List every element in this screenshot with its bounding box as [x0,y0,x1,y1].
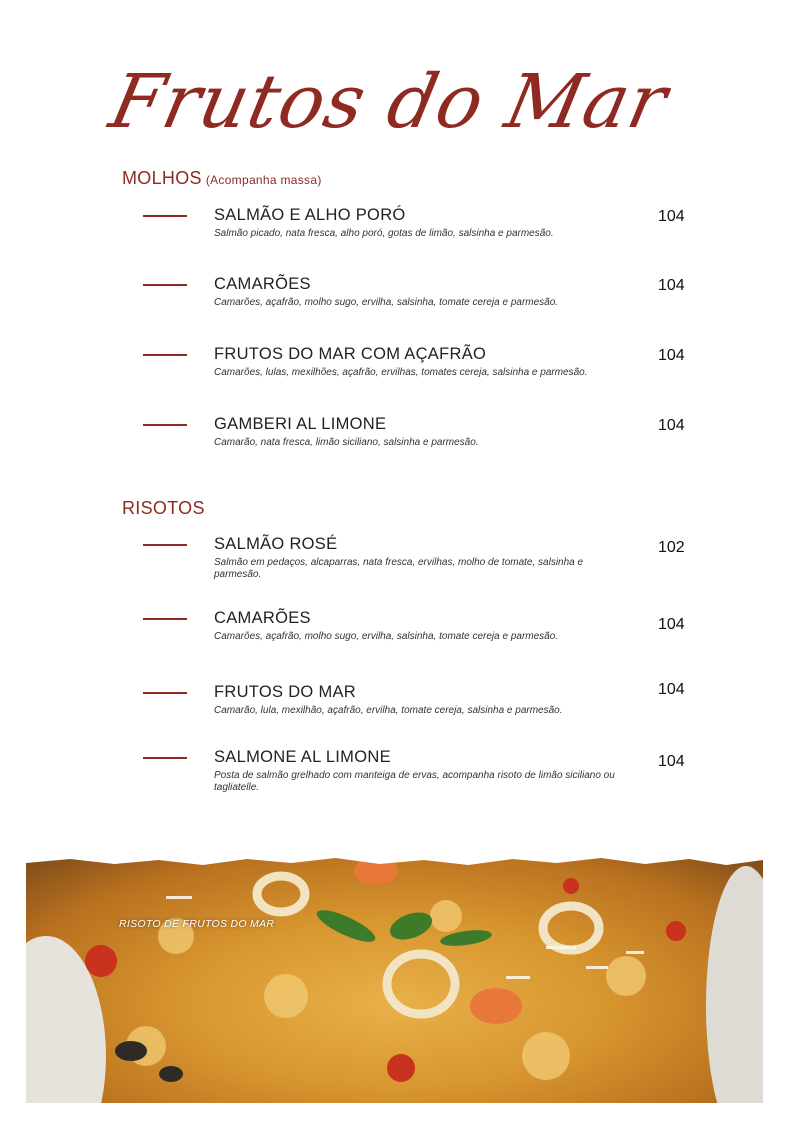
item-dash [143,215,187,217]
item-dash [143,424,187,426]
item-dash [143,757,187,759]
basil-leaves [313,904,493,948]
item-price: 104 [658,681,685,698]
page-title: Frutos do Mar [102,59,676,145]
item-price: 104 [658,616,685,633]
item-description: Salmão picado, nata fresca, alho poró, gotas de limão, salsinha e parmesão. [214,228,554,239]
item-name: GAMBERI AL LIMONE [214,415,387,433]
item-description: Camarões, açafrão, molho sugo, ervilha, salsinha, tomate cereja e parmesão. [214,297,559,308]
item-dash [143,618,187,620]
squid-rings [257,876,599,1014]
item-price: 104 [658,417,685,434]
item-description: Salmão em pedaços, alcaparras, nata fresca, ervilhas, molho de tomate, salsinha e parmesão. [214,557,584,580]
item-name: FRUTOS DO MAR [214,683,357,701]
section-subheading: (Acompanha massa) [205,173,322,187]
risotto-photo [26,856,763,1103]
item-dash [143,284,187,286]
photo-caption: RISOTO DE FRUTOS DO MAR [119,918,275,930]
item-price: 102 [658,539,685,556]
item-description: Camarões, açafrão, molho sugo, ervilha, salsinha, tomate cereja e parmesão. [214,631,559,642]
item-description: Camarão, nata fresca, limão siciliano, salsinha e parmesão. [214,437,479,448]
item-description: Posta de salmão grelhado com manteiga de ervas, acompanha risoto de limão siciliano ou tagliatelle. [214,770,615,793]
item-name: CAMARÕES [214,275,311,293]
item-price: 104 [658,208,685,225]
item-name: SALMÃO E ALHO PORÓ [214,206,406,224]
plate-rim [706,866,763,1103]
item-name: CAMARÕES [214,609,311,627]
item-dash [143,692,187,694]
item-description: Camarões, lulas, mexilhões, açafrão, ervilhas, tomates cereja, salsinha e parmesão. [214,367,588,378]
item-dash [143,544,187,546]
shrimp [354,857,522,1024]
item-price: 104 [658,277,685,294]
risotto-illustration [26,856,763,1103]
item-dash [143,354,187,356]
item-price: 104 [658,347,685,364]
item-name: FRUTOS DO MAR COM AÇAFRÃO [214,345,487,363]
section-heading-label: MOLHOS [122,168,202,188]
item-name: SALMONE AL LIMONE [214,748,391,766]
item-price: 104 [658,753,685,770]
section-heading-label: RISOTOS [122,498,205,518]
item-name: SALMÃO ROSÉ [214,535,338,553]
section-heading-molhos [122,168,322,189]
item-description: Camarão, lula, mexilhão, açafrão, ervilha, tomate cereja, salsinha e parmesão. [214,705,563,716]
section-heading-risotos [122,498,205,519]
